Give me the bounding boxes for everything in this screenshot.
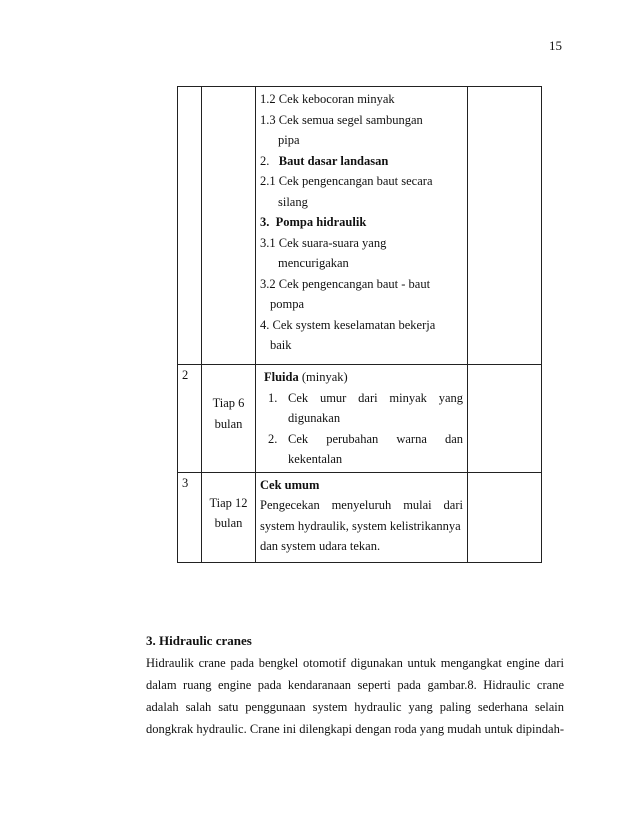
item-heading: Fluida <box>264 370 299 384</box>
remarks-cell <box>468 87 542 365</box>
item-number: 1. <box>268 390 278 405</box>
table-row <box>178 472 542 562</box>
item-text: Cek perubahan warna dan <box>288 431 463 446</box>
list-item <box>260 388 463 409</box>
section-hydraulic-cranes <box>146 630 564 740</box>
content-cell <box>256 87 468 365</box>
item-number: 3. <box>260 215 270 229</box>
period-text: bulan <box>214 416 243 431</box>
list-item: digunakan <box>288 411 341 425</box>
list-item: kekentalan <box>288 452 343 466</box>
period-text: bulan <box>214 516 243 530</box>
list-item: 4. Cek system keselamatan bekerja <box>260 317 436 332</box>
page-number: 15 <box>549 38 562 53</box>
number-cell: 2 <box>178 365 202 473</box>
list-item: pompa <box>270 297 305 311</box>
table-row <box>178 87 542 365</box>
remarks-cell <box>468 472 542 562</box>
period-text: Tiap 6 <box>212 396 245 410</box>
paragraph-line: adalah salah satu penggunaan system hydraulic yang paling sederhana selain <box>146 700 564 714</box>
list-item: 3.1 Cek suara-suara yang <box>260 235 387 250</box>
list-item: 3.2 Cek pengencangan baut - baut <box>260 276 431 291</box>
list-item: 1.3 Cek semua segel sambungan <box>260 112 423 127</box>
period-cell <box>202 87 256 365</box>
content-cell <box>256 365 468 473</box>
list-item: 2.1 Cek pengencangan baut secara <box>260 174 433 188</box>
table-row <box>178 365 542 473</box>
maintenance-table <box>177 86 542 563</box>
paragraph-line: Hidraulik crane pada bengkel otomotif digunakan untuk mengangkat engine dari <box>146 656 564 670</box>
number-cell: 3 <box>178 472 202 562</box>
period-cell <box>202 365 256 473</box>
list-item: dan system udara tekan. <box>260 539 381 553</box>
item-heading-line <box>260 367 463 388</box>
list-item: silang <box>278 194 308 209</box>
period-cell <box>202 472 256 562</box>
list-item <box>260 212 463 233</box>
item-heading-suffix: (minyak) <box>298 370 348 384</box>
period-text: Tiap 12 <box>209 495 248 510</box>
list-item <box>260 429 463 450</box>
item-heading: Pompa hidraulik <box>275 215 367 229</box>
item-number: 2. <box>268 431 278 446</box>
list-item: Pengecekan menyeluruh mulai dari <box>260 498 463 512</box>
list-item <box>260 151 463 172</box>
section-title: 3. Hidraulic cranes <box>146 633 252 648</box>
item-heading: Baut dasar landasan <box>278 153 389 168</box>
item-number: 2. <box>260 153 270 168</box>
list-item: 1.2 Cek kebocoran minyak <box>260 92 395 106</box>
remarks-cell <box>468 365 542 473</box>
list-item: mencurigakan <box>278 256 349 270</box>
list-item: system hydraulik, system kelistrikannya <box>260 518 461 533</box>
list-item: baik <box>270 338 292 352</box>
paragraph-line: dongkrak hydraulic. Crane ini dilengkapi dengan roda yang mudah untuk dipindah- <box>146 722 564 736</box>
paragraph-line: dalam ruang engine pada kendaranaan seperti pada gambar.8. Hidraulic crane <box>146 678 564 692</box>
item-text: Cek umur dari minyak yang <box>288 390 463 405</box>
number-cell <box>178 87 202 365</box>
content-cell <box>256 472 468 562</box>
item-heading: Cek umum <box>260 477 320 492</box>
list-item: pipa <box>278 133 300 147</box>
